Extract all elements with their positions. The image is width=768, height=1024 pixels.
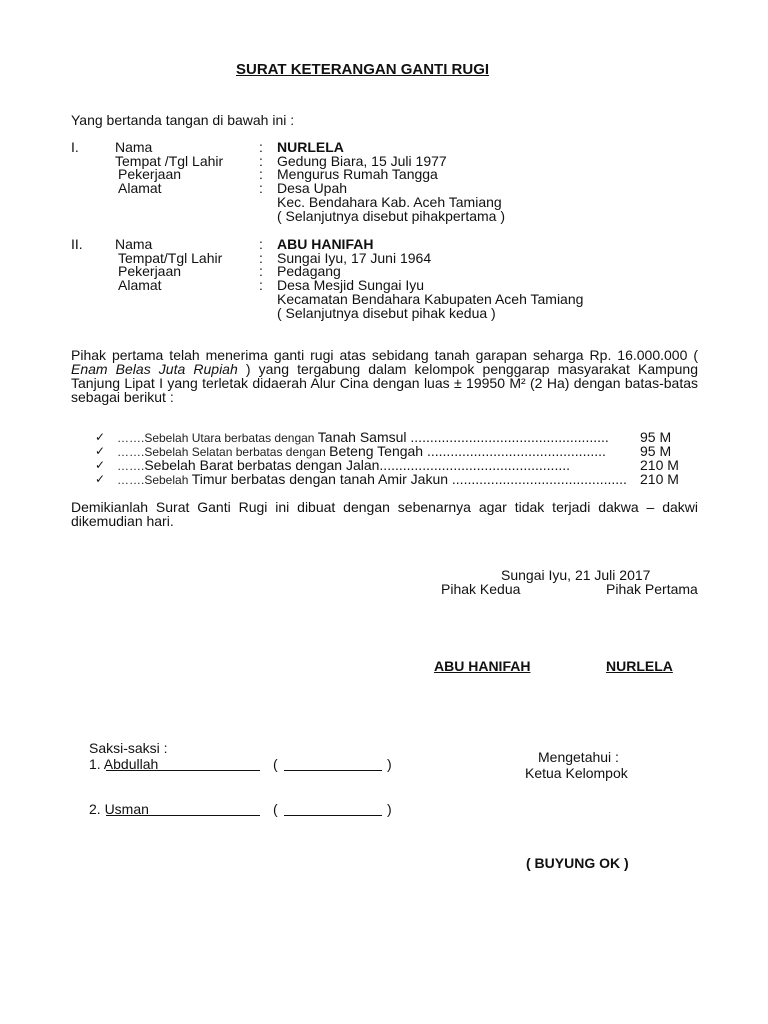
party-1-number: I. <box>71 139 79 155</box>
pihak-kedua-label: Pihak Kedua <box>441 581 521 597</box>
witness-2-name: 2. Usman <box>89 801 149 817</box>
border-text: Tanah Samsul ................................................... <box>317 429 609 445</box>
border-length: 95 M <box>640 429 672 445</box>
witness-2-signature-line <box>284 815 382 816</box>
body-text-part-a: Pihak pertama telah menerima ganti rugi atas sebidang tanah garapan seharga Rp. 16.000.000 ( <box>71 347 698 363</box>
paren-open: ( <box>273 801 278 817</box>
colon: : <box>259 277 263 293</box>
closing-paragraph: Demikianlah Surat Ganti Rugi ini dibuat dengan sebenarnya agar tidak terjadi dakwa – dakwi dikemudian hari. <box>71 499 698 529</box>
border-prefix: …….Sebelah <box>117 473 192 487</box>
border-prefix: …….Sebelah Utara berbatas dengan <box>117 431 318 445</box>
witness-1-line <box>106 770 260 771</box>
witness-1-signature-line <box>284 770 382 771</box>
checkmark-icon: ✓ <box>95 444 106 458</box>
colon: : <box>259 250 263 266</box>
mengetahui-label: Mengetahui : <box>538 749 619 765</box>
colon: : <box>259 139 263 155</box>
party-2-name: ABU HANIFAH <box>277 236 374 252</box>
amount-in-words: Enam Belas Juta Rupiah <box>71 361 238 377</box>
party-1-birth: Gedung Biara, 15 Juli 1977 <box>277 153 447 169</box>
label-tempat-lahir: Tempat /Tgl Lahir <box>115 153 224 169</box>
witness-1-name: 1. Abdullah <box>89 756 159 772</box>
label-alamat: Alamat <box>118 277 162 293</box>
label-tempat-lahir: Tempat/Tgl Lahir <box>118 250 223 266</box>
colon: : <box>259 166 263 182</box>
paren-close: ) <box>387 756 392 772</box>
party-2-birth: Sungai Iyu, 17 Juni 1964 <box>277 250 432 266</box>
witness-2-line <box>106 815 260 816</box>
body-paragraph <box>71 348 698 404</box>
party-1-address-line2: Kec. Bendahara Kab. Aceh Tamiang <box>277 194 502 210</box>
party-1-name: NURLELA <box>277 139 344 155</box>
label-alamat: Alamat <box>118 180 162 196</box>
border-text: Timur berbatas dengan tanah Amir Jakun ............................................. <box>191 471 627 487</box>
party-1-job: Mengurus Rumah Tangga <box>277 166 438 182</box>
paren-open: ( <box>273 756 278 772</box>
border-length: 95 M <box>640 443 672 459</box>
colon: : <box>259 236 263 252</box>
place-date: Sungai Iyu, 21 Juli 2017 <box>501 567 651 583</box>
party-2-number: II. <box>71 236 83 252</box>
checkmark-icon: ✓ <box>95 458 106 472</box>
party-1-note: ( Selanjutnya disebut pihakpertama ) <box>277 208 506 224</box>
intro-text: Yang bertanda tangan di bawah ini : <box>71 112 295 128</box>
document-title: SURAT KETERANGAN GANTI RUGI <box>236 61 490 78</box>
signature-name-kedua: ABU HANIFAH <box>434 658 531 674</box>
border-length: 210 M <box>640 471 679 487</box>
paren-close: ) <box>387 801 392 817</box>
checkmark-icon: ✓ <box>95 472 106 486</box>
border-prefix: ……. <box>117 459 145 473</box>
party-1-address-line1: Desa Upah <box>277 180 348 196</box>
colon: : <box>259 263 263 279</box>
label-nama: Nama <box>115 139 153 155</box>
border-text: Sebelah Barat berbatas dengan Jalan................................................. <box>144 457 571 473</box>
label-nama: Nama <box>115 236 153 252</box>
party-2-address-line1: Desa Mesjid Sungai Iyu <box>277 277 425 293</box>
pihak-pertama-label: Pihak Pertama <box>606 581 698 597</box>
checkmark-icon: ✓ <box>95 430 106 444</box>
border-prefix: …….Sebelah Selatan berbatas dengan <box>117 445 330 459</box>
party-2-job: Pedagang <box>277 263 341 279</box>
party-2-note: ( Selanjutnya disebut pihak kedua ) <box>277 305 496 321</box>
border-item <box>117 472 627 487</box>
label-pekerjaan: Pekerjaan <box>118 263 182 279</box>
signature-name-pertama: NURLELA <box>606 658 673 674</box>
party-2-address-line2: Kecamatan Bendahara Kabupaten Aceh Tamiang <box>277 291 584 307</box>
ketua-name: ( BUYUNG OK ) <box>526 855 629 871</box>
border-length: 210 M <box>640 457 679 473</box>
witnesses-label: Saksi-saksi : <box>89 740 168 756</box>
label-pekerjaan: Pekerjaan <box>118 166 182 182</box>
colon: : <box>259 180 263 196</box>
border-text: Beteng Tengah .............................................. <box>329 443 606 459</box>
ketua-kelompok-label: Ketua Kelompok <box>525 765 628 781</box>
body-text-part-b: ) yang tergabung dalam kelompok penggarap masyarakat Kampung Tanjung Lipat I yang terletak didaerah Alur Cina dengan luas ± 19950 M² (2 Ha) dengan batas-batas sebagai berikut : <box>71 361 698 405</box>
colon: : <box>259 153 263 169</box>
